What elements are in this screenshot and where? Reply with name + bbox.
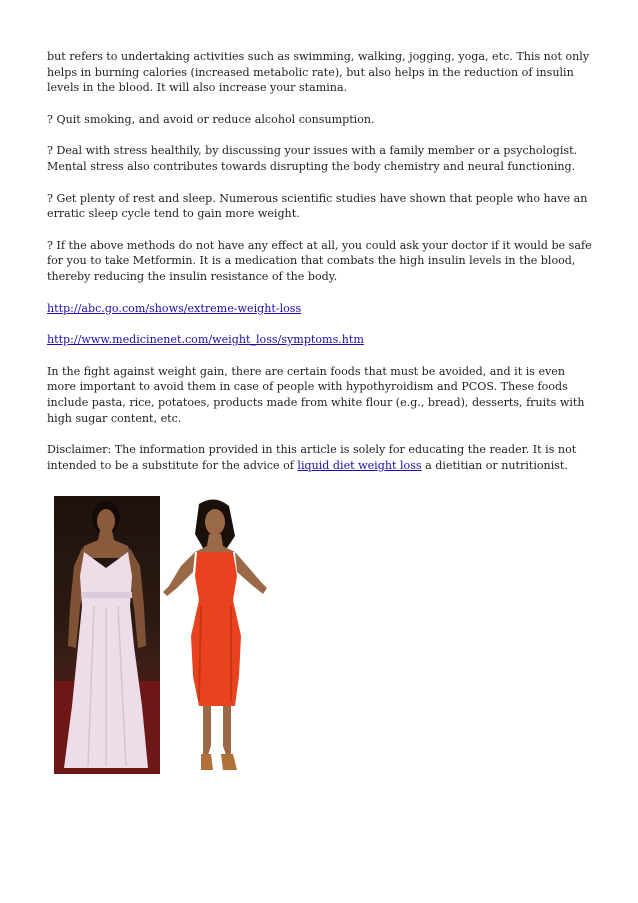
gown-waist bbox=[82, 592, 132, 598]
left-arm bbox=[163, 552, 195, 596]
before-photo bbox=[54, 496, 160, 774]
before-photo-illustration bbox=[54, 496, 160, 774]
right-shoe bbox=[221, 754, 237, 770]
disclaimer-text-after: a dietitian or nutritionist. bbox=[421, 458, 568, 472]
liquid-diet-weight-loss-link[interactable]: liquid diet weight loss bbox=[297, 458, 422, 472]
paragraph-smoking: ? Quit smoking, and avoid or reduce alcohol consumption. bbox=[47, 112, 375, 126]
link-paragraph-2 bbox=[47, 332, 597, 348]
left-shoe bbox=[201, 754, 213, 770]
paragraph-sleep: ? Get plenty of rest and sleep. Numerous scientific studies have shown that people who have an erratic sleep cycle tend to gain more weight. bbox=[47, 191, 588, 221]
right-leg bbox=[223, 706, 231, 758]
shoulders bbox=[80, 530, 132, 558]
article-body bbox=[47, 49, 597, 489]
link-paragraph-1 bbox=[47, 301, 597, 317]
medicinenet-weight-loss-link[interactable]: http://www.medicinenet.com/weight_loss/symptoms.htm bbox=[47, 333, 364, 347]
abc-extreme-weight-loss-link[interactable]: http://abc.go.com/shows/extreme-weight-loss bbox=[47, 301, 302, 315]
paragraph-disclaimer bbox=[47, 442, 597, 473]
paragraph-foods: In the fight against weight gain, there are certain foods that must be avoided, and it is even more important to avoid them in case of people with hypothyroidism and PCOS. These foods include pasta, rice, potatoes, products made from white flour (e.g., bread), desserts, fruits with high sugar content, etc. bbox=[47, 364, 585, 425]
paragraph-metformin: ? If the above methods do not have any effect at all, you could ask your doctor if it would be safe for you to take Metformin. It is a medication that combats the high insulin levels in the blood, thereby reducing the insulin resistance of the body. bbox=[47, 238, 592, 283]
paragraph-stress: ? Deal with stress healthily, by discussing your issues with a family member or a psychologist. Mental stress also contributes towards disrupting the body chemistry and neural functioning. bbox=[47, 144, 578, 173]
left-leg bbox=[203, 706, 211, 758]
face bbox=[205, 509, 225, 535]
disclaimer-text-before: Disclaimer: The information provided in this article is solely for educating the reader. It is not intended to be a substitute for the advice of bbox=[47, 443, 577, 472]
right-arm bbox=[235, 552, 267, 594]
face bbox=[97, 509, 115, 533]
after-photo bbox=[161, 496, 269, 774]
paragraph-exercise: but refers to undertaking activities such as swimming, walking, jogging, yoga, etc. This not only helps in burning calories (increased metabolic rate), but also helps in the reduction of insulin levels in the blood. It will also increase your stamina. bbox=[47, 50, 590, 95]
after-photo-illustration bbox=[161, 496, 269, 774]
